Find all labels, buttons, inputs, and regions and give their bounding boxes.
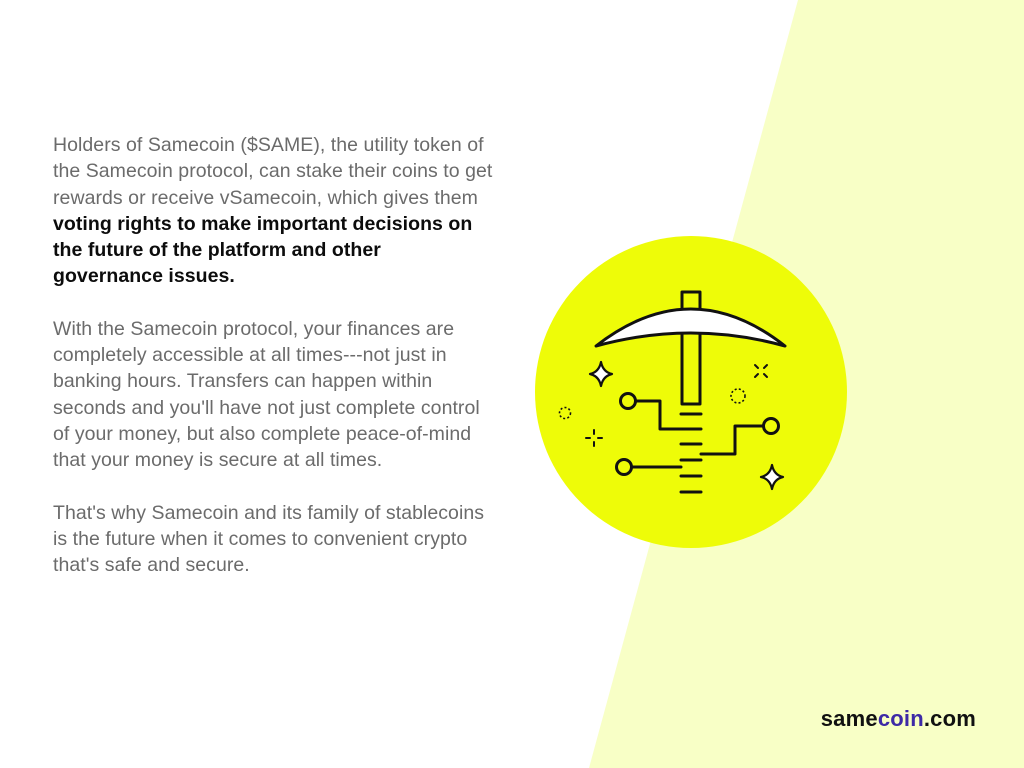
- paragraph-staking-text: Holders of Samecoin ($SAME), the utility token of the Samecoin protocol, can stake their coins to get rewards or receive vSamecoin, which gives them: [53, 134, 493, 209]
- circuit-node-left-top: [621, 394, 636, 409]
- body-text: [53, 132, 493, 604]
- paragraph-future-text: That's why Samecoin and its family of stablecoins is the future when it comes to convenient crypto that's safe and secure.: [53, 501, 485, 577]
- brand-url: [821, 706, 976, 732]
- circuit-node-right: [764, 419, 779, 434]
- paragraph-accessibility-text: With the Samecoin protocol, your finances are completely accessible at all times---not just in banking hours. Transfers can happen within seconds and you'll have not just complete control of your money, but also complete peace-of-mind that your money is secure at all times.: [53, 317, 480, 472]
- paragraph-future: [53, 500, 493, 579]
- voting-rights-emphasis: voting rights to make important decisions on the future of the platform and other governance issues.: [53, 212, 473, 288]
- circuit-node-left-bottom: [617, 460, 632, 475]
- paragraph-accessibility: [53, 316, 493, 474]
- brand-prefix: same: [820, 706, 878, 731]
- paragraph-staking: [53, 132, 493, 290]
- brand-accent-text: coin: [877, 706, 924, 731]
- pickaxe-circuit-icon: [535, 236, 847, 548]
- brand-suffix: .com: [923, 706, 976, 731]
